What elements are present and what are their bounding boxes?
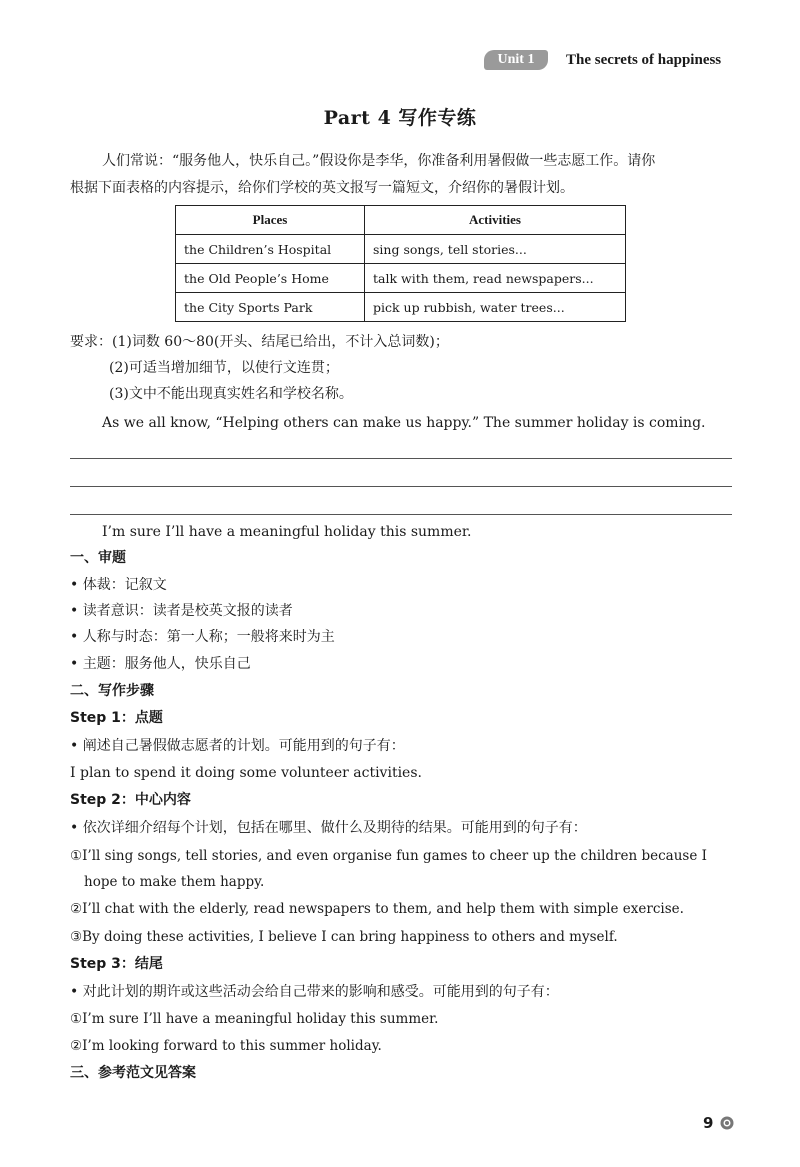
step2-sentence-2: ②I’ll chat with the elderly, read newspapers to them, and help them with simple exercise. — [70, 901, 684, 917]
header-title: The secrets of happiness — [566, 52, 722, 68]
table-cell-activity: talk with them, read newspapers... — [365, 264, 626, 293]
writing-line — [70, 458, 732, 459]
step2-label: Step 2：中心内容 — [70, 792, 191, 808]
requirement-2: (2)可适当增加细节，以使行文连贯； — [109, 360, 339, 376]
steps-heading: 二、写作步骤 — [70, 683, 154, 699]
table-header-row — [176, 206, 626, 235]
step2-sentence-1: ①I’ll sing songs, tell stories, and even organise fun games to cheer up the children because I — [70, 848, 707, 864]
step2-sentence-1-cont: hope to make them happy. — [84, 874, 265, 890]
table-row — [176, 235, 626, 264]
step3-desc: • 对此计划的期许或这些活动会给自己带来的影响和感受。可能用到的句子有： — [70, 984, 559, 1000]
step3-sentence-2: ②I’m looking forward to this summer holiday. — [70, 1038, 382, 1054]
page-header — [484, 50, 738, 70]
writing-line — [70, 486, 732, 487]
step1-sentence: I plan to spend it doing some volunteer activities. — [70, 765, 422, 781]
table-cell-place: the Old People’s Home — [176, 264, 365, 293]
page-number: 9 — [703, 1114, 714, 1132]
step3-label: Step 3：结尾 — [70, 956, 163, 972]
table-cell-place: the Children’s Hospital — [176, 235, 365, 264]
step1-desc: • 阐述自己暑假做志愿者的计划。可能用到的句子有： — [70, 738, 405, 754]
intro-line-2: 根据下面表格的内容提示，给你们学校的英文报写一篇短文，介绍你的暑假计划。 — [70, 180, 574, 196]
closing-sentence: I’m sure I’ll have a meaningful holiday this summer. — [102, 524, 472, 540]
step2-sentence-3: ③By doing these activities, I believe I can bring happiness to others and myself. — [70, 929, 618, 945]
intro-line-1: 人们常说：“服务他人，快乐自己。”假设你是李华，你准备利用暑假做一些志愿工作。请你 — [102, 153, 656, 169]
part-title: Part 4 写作专练 — [323, 107, 477, 129]
table-cell-place: the City Sports Park — [176, 293, 365, 322]
step1-label: Step 1：点题 — [70, 710, 163, 726]
activities-table — [175, 205, 626, 322]
step3-sentence-1: ①I’m sure I’ll have a meaningful holiday this summer. — [70, 1011, 439, 1027]
table-header-places: Places — [176, 206, 365, 235]
table-cell-activity: sing songs, tell stories... — [365, 235, 626, 264]
analysis-item: • 体裁：记叙文 — [70, 577, 167, 593]
step2-desc: • 依次详细介绍每个计划，包括在哪里、做什么及期待的结果。可能用到的句子有： — [70, 820, 587, 836]
analysis-item: • 读者意识：读者是校英文报的读者 — [70, 603, 293, 619]
analysis-item: • 主题：服务他人，快乐自己 — [70, 656, 251, 672]
unit-badge: Unit 1 — [484, 50, 548, 70]
table-cell-activity: pick up rubbish, water trees... — [365, 293, 626, 322]
requirement-3: (3)文中不能出现真实姓名和学校名称。 — [109, 386, 353, 402]
analysis-heading: 一、审题 — [70, 550, 126, 566]
table-row — [176, 264, 626, 293]
analysis-item: • 人称与时态：第一人称；一般将来时为主 — [70, 629, 335, 645]
table-row — [176, 293, 626, 322]
gear-icon — [719, 1115, 735, 1131]
reference-note: 三、参考范文见答案 — [70, 1065, 196, 1081]
opening-sentence: As we all know, “Helping others can make us happy.” The summer holiday is coming. — [102, 415, 706, 431]
table-header-activities: Activities — [365, 206, 626, 235]
requirement-1: 要求：(1)词数 60～80(开头、结尾已给出，不计入总词数)； — [70, 334, 449, 350]
writing-line — [70, 514, 732, 515]
